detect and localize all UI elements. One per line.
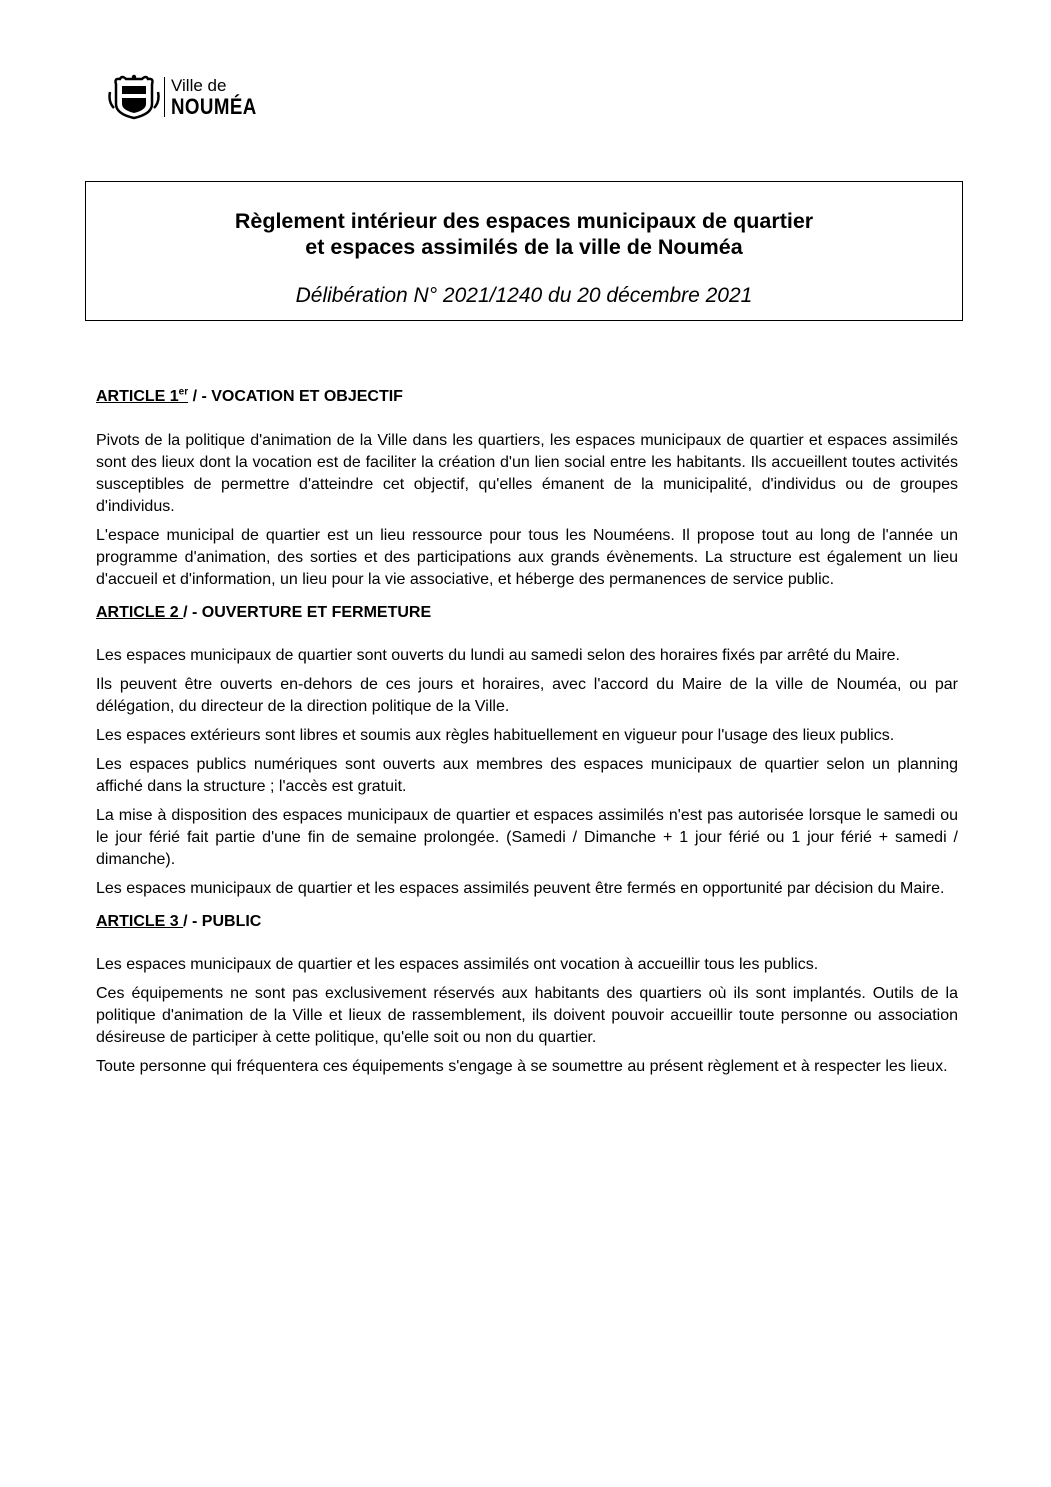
- article-3-heading: [96, 911, 958, 933]
- article-3-heading-label: ARTICLE 3: [96, 913, 184, 930]
- article-3-heading-title: / - PUBLIC: [183, 913, 262, 930]
- document-title-line-1: Règlement intérieur des espaces municipaux de quartier: [234, 209, 814, 233]
- article-3-paragraph: Ces équipements ne sont pas exclusivement réservés aux habitants des quartiers où ils sont implantés. Outils de la politique d'animation de la Ville et lieux de rassemblement, ils doivent pouvoir accueillir toute personne ou association désireuse de participer à cette politique, qu'elle soit ou non du quartier.: [96, 985, 958, 1046]
- document-title-box: [85, 181, 963, 321]
- article-2-heading-title: / - OUVERTURE ET FERMETURE: [183, 604, 432, 621]
- article-2-heading: [96, 602, 958, 624]
- article-2-paragraph: Les espaces publics numériques sont ouverts aux membres des espaces municipaux de quartier selon un planning affiché dans la structure ; l'accès est gratuit.: [96, 756, 958, 795]
- logo-divider: [164, 77, 165, 117]
- article-2-paragraph: Les espaces municipaux de quartier sont ouverts du lundi au samedi selon des horaires fixés par arrêté du Maire.: [96, 647, 900, 664]
- article-2-paragraph: Ils peuvent être ouverts en-dehors de ces jours et horaires, avec l'accord du Maire de la ville de Nouméa, ou par délégation, du directeur de la direction politique de la Ville.: [96, 676, 958, 715]
- city-coat-of-arms-icon: [108, 74, 160, 120]
- article-3-paragraph: Toute personne qui fréquentera ces équipements s'engage à se soumettre au présent règlement et à respecter les lieux.: [96, 1058, 948, 1075]
- article-2-paragraph: Les espaces municipaux de quartier et les espaces assimilés peuvent être fermés en opportunité par décision du Maire.: [96, 880, 945, 897]
- document-body: [96, 386, 958, 1078]
- article-2-paragraph: Les espaces extérieurs sont libres et soumis aux règles habituellement en vigueur pour l'usage des lieux publics.: [96, 727, 895, 744]
- article-1-heading-title: / - VOCATION ET OBJECTIF: [188, 388, 403, 405]
- article-1-heading-label: ARTICLE 1er: [96, 386, 189, 405]
- article-2-paragraph: La mise à disposition des espaces municipaux de quartier et espaces assimilés n'est pas autorisée lorsque le samedi ou le jour férié fait partie d'une fin de semaine prolongée. (Samedi / Dimanche + 1 jour férié ou 1 jour férié + samedi / dimanche).: [96, 807, 958, 868]
- city-logo: [108, 74, 272, 120]
- document-title-line-2: et espaces assimilés de la ville de Nouméa: [305, 235, 743, 259]
- logo-city-name: NOUMÉA: [171, 93, 257, 119]
- article-3-paragraph: Les espaces municipaux de quartier et les espaces assimilés ont vocation à accueillir tous les publics.: [96, 956, 819, 973]
- article-1-paragraph: Pivots de la politique d'animation de la Ville dans les quartiers, les espaces municipaux de quartier et espaces assimilés sont des lieux dont la vocation est de faciliter la création d'un lien social entre les habitants. Ils accueillent toutes activités susceptibles de permettre d'atteindre cet objectif, qu'elles émanent de la municipalité, d'individus ou de groupes d'individus.: [96, 432, 958, 515]
- article-2-heading-label: ARTICLE 2: [96, 604, 184, 621]
- article-1-heading: [96, 386, 958, 408]
- document-subtitle: Délibération N° 2021/1240 du 20 décembre 2021: [295, 284, 753, 307]
- logo-small-text: Ville de: [171, 75, 227, 95]
- logo-text: [171, 77, 272, 118]
- article-1-paragraph: L'espace municipal de quartier est un lieu ressource pour tous les Nouméens. Il propose tout au long de l'année un programme d'animation, des sorties et des participations aux grands évènements. La structure est également un lieu d'accueil et d'information, un lieu pour la vie associative, et héberge des permanences de service public.: [96, 527, 958, 588]
